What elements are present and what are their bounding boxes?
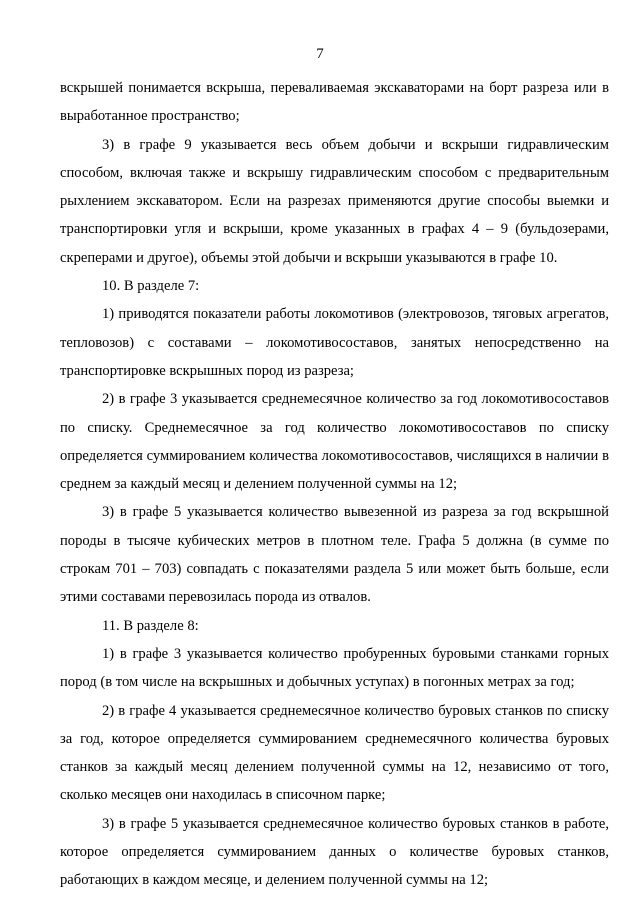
paragraph-item-1-drilled-meters: 1) в графе 3 указывается количество пробуренных буровыми станками горных пород (в том числе на вскрышных и добычных уступах) в погонных метрах за год; <box>60 645 609 691</box>
section-heading-11: 11. В разделе 8: <box>102 617 199 634</box>
paragraph-item-2-column-3: 2) в графе 3 указывается среднемесячное количество за год локомотивосоставов по списку. Среднемесячное за год количество локомотивосоставов по списку определяется суммированием количества локомотивосоставов, числящихся в наличии в среднем за каждый месяц и делением полученной суммы на 12; <box>60 391 609 493</box>
document-body <box>60 74 609 895</box>
paragraph-item-1-locomotives: 1) приводятся показатели работы локомотивов (электровозов, тяговых агрегатов, тепловозов) с составами – локомотивосоставов, занятых непосредственно на транспортировке вскрышных пород из разреза; <box>60 306 609 379</box>
paragraph-item-2-drill-rigs-list: 2) в графе 4 указывается среднемесячное количество буровых станков по списку за год, которое определяется суммированием среднемесячного количества буровых станков за каждый месяц делением полученной суммы на 12, независимо от того, сколько месяцев они находилась в списочном парке; <box>60 702 609 804</box>
paragraph-item-3-column-5: 3) в графе 5 указывается количество вывезенной из разреза за год вскрышной породы в тысяче кубических метров в плотном теле. Графа 5 должна (в сумме по строкам 701 – 703) совпадать с показателями раздела 5 или может быть больше, если этими составами перевозилась порода из отвалов. <box>60 504 609 606</box>
paragraph-item-3-column-9: 3) в графе 9 указывается весь объем добычи и вскрыши гидравлическим способом, включая также и вскрышу гидравлическим способом с предварительным рыхлением экскаватором. Если на разрезах применяются другие способы выемки и транспортировки угля и вскрыши, кроме указанных в графах 4 – 9 (бульдозерами, скреперами и другое), объемы этой добычи и вскрыши указываются в графе 10. <box>60 136 609 266</box>
paragraph-item-3-drill-rigs-working: 3) в графе 5 указывается среднемесячное количество буровых станков в работе, которое определяется суммированием данных о количестве буровых станков, работающих в каждом месяце, и делением полученной суммы на 12; <box>60 815 609 889</box>
section-heading-10: 10. В разделе 7: <box>102 278 200 295</box>
page-number: 7 <box>316 46 324 62</box>
paragraph-continuation: вскрышей понимается вскрыша, переваливаемая экскаваторами на борт разреза или в выработанное пространство; <box>60 80 609 125</box>
